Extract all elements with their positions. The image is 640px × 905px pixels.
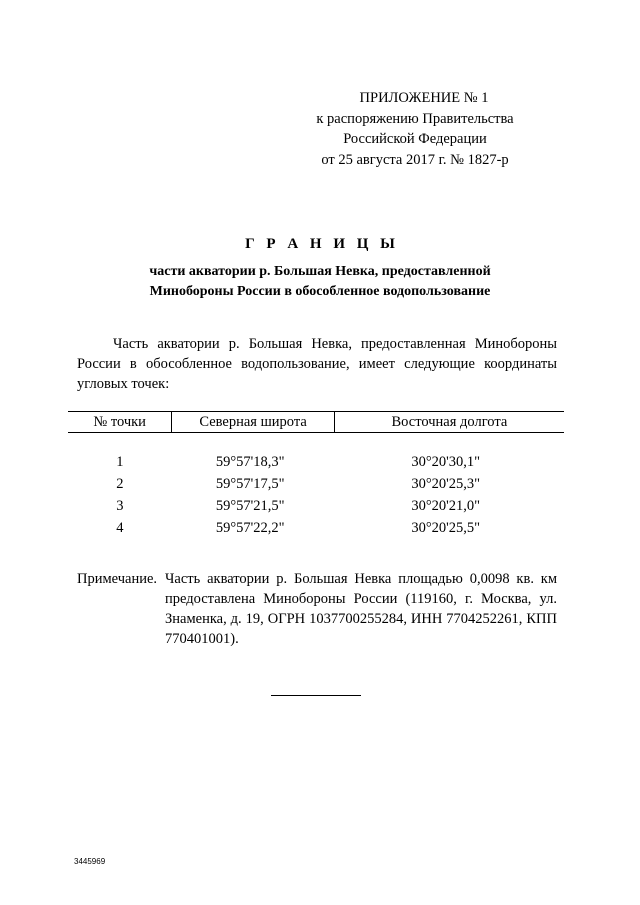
- intro-paragraph: Часть акватории р. Большая Невка, предоставленная Минобороны России в обособленное водопользование, имеет следующие координаты угловых точек:: [77, 336, 557, 392]
- end-divider: [271, 695, 361, 696]
- document-number: 3445969: [74, 857, 106, 866]
- longitude-value: 30°20'25,3": [411, 475, 481, 492]
- note-label: Примечание.: [77, 571, 158, 587]
- annex-line-order: к распоряжению Правительства: [316, 110, 514, 127]
- document-subtitle: [0, 262, 640, 302]
- header-north-latitude: Северная широта: [172, 412, 335, 433]
- point-number: 3: [116, 497, 124, 514]
- note-block: [77, 569, 557, 649]
- annex-line-date: от 25 августа 2017 г. № 1827-р: [321, 151, 509, 168]
- latitude-value: 59°57'21,5": [215, 497, 285, 514]
- latitude-value: 59°57'17,5": [215, 475, 285, 492]
- subtitle-line-2: Минобороны России в обособленное водопользование: [149, 284, 491, 299]
- table-header-row: [68, 412, 564, 433]
- table-row: [68, 473, 564, 495]
- coordinates-table: [68, 411, 564, 539]
- latitude-value: 59°57'18,3": [215, 453, 285, 470]
- table-row: [68, 495, 564, 517]
- table-row: [68, 433, 564, 474]
- longitude-value: 30°20'30,1": [411, 453, 481, 470]
- point-number: 2: [116, 475, 124, 492]
- document-title: Г Р А Н И Ц Ы: [245, 236, 399, 252]
- header-point-number: № точки: [68, 412, 172, 433]
- annex-line-federation: Российской Федерации: [343, 131, 487, 147]
- header-east-longitude: Восточная долгота: [334, 412, 564, 433]
- table-row: [68, 517, 564, 539]
- latitude-value: 59°57'22,2": [215, 519, 285, 536]
- annex-title: ПРИЛОЖЕНИЕ № 1: [359, 90, 489, 106]
- point-number: 1: [116, 453, 124, 470]
- subtitle-line-1: части акватории р. Большая Невка, предоставленной: [149, 264, 491, 279]
- longitude-value: 30°20'21,0": [411, 497, 481, 514]
- annex-header: [300, 88, 530, 170]
- longitude-value: 30°20'25,5": [411, 519, 481, 536]
- point-number: 4: [116, 519, 124, 536]
- note-text: Часть акватории р. Большая Невка площадью 0,0098 кв. км предоставлена Минобороны России (119160, г. Москва, ул. Знаменка, д. 19, ОГРН 1037700255284, ИНН 7704252261, КПП 770401001).: [165, 571, 557, 647]
